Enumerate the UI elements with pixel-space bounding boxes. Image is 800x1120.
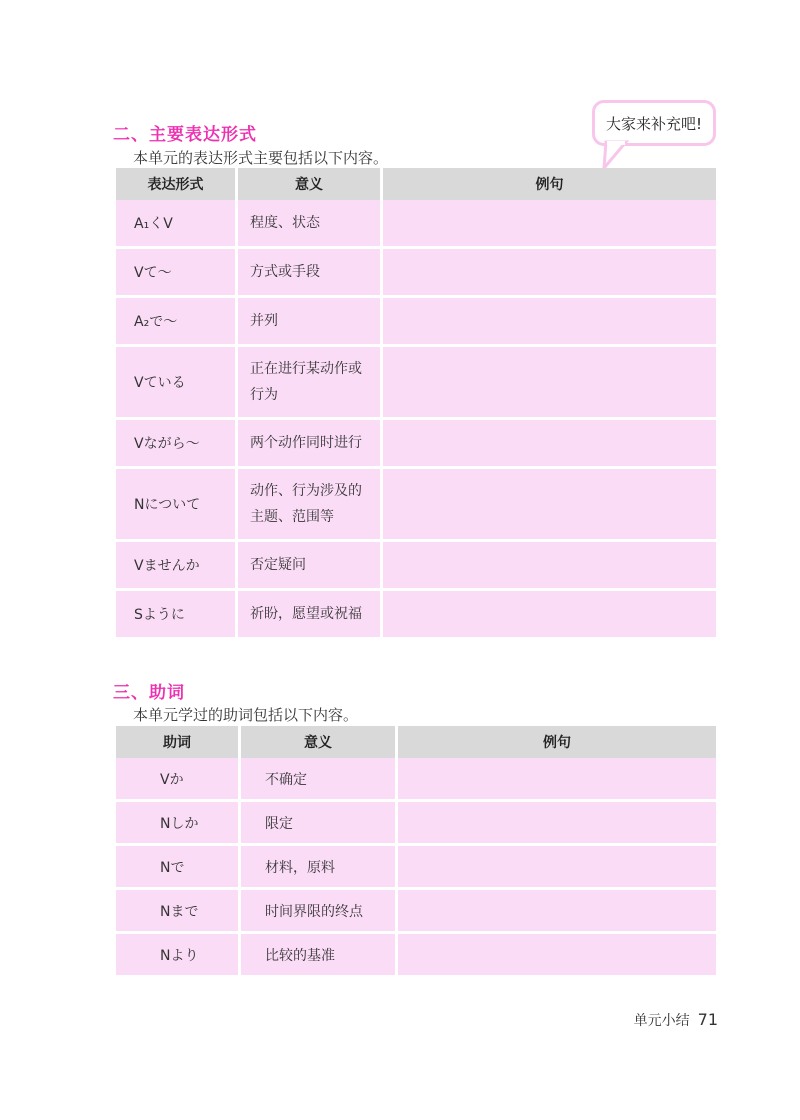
meaning-cell: 限定: [241, 802, 398, 846]
example-cell[interactable]: [398, 802, 716, 846]
meaning-cell: 祈盼，愿望或祝福: [238, 591, 383, 640]
expression-cell: Vませんか: [116, 542, 238, 591]
table-row: [116, 846, 716, 890]
meaning-cell: 正在进行某动作或行为: [238, 347, 383, 420]
example-cell[interactable]: [398, 758, 716, 802]
column-header-particle: 助词: [116, 726, 241, 758]
meaning-cell: 否定疑问: [238, 542, 383, 591]
speech-bubble-text: 大家来补充吧!: [605, 114, 702, 133]
example-cell[interactable]: [398, 890, 716, 934]
footer-label: 单元小结: [633, 1013, 690, 1029]
example-cell[interactable]: [383, 200, 716, 249]
table-row: [116, 802, 716, 846]
table-row: [116, 758, 716, 802]
particle-cell: Vか: [116, 758, 241, 802]
example-cell[interactable]: [383, 469, 716, 542]
table-row: [116, 469, 716, 542]
meaning-cell: 方式或手段: [238, 249, 383, 298]
expressions-table: [116, 168, 716, 640]
section-heading-expressions: 二、主要表达形式: [113, 125, 257, 145]
meaning-cell: 两个动作同时进行: [238, 420, 383, 469]
meaning-cell: 并列: [238, 298, 383, 347]
expression-cell: Nについて: [116, 469, 238, 542]
section-intro-particles: 本单元学过的助词包括以下内容。: [133, 706, 359, 724]
meaning-cell: 时间界限的终点: [241, 890, 398, 934]
page-footer: [634, 1010, 718, 1030]
expression-cell: Vながら～: [116, 420, 238, 469]
example-cell[interactable]: [383, 420, 716, 469]
expression-cell: Vている: [116, 347, 238, 420]
example-cell[interactable]: [383, 542, 716, 591]
table-row: [116, 249, 716, 298]
column-header-example: 例句: [383, 168, 716, 200]
example-cell[interactable]: [383, 591, 716, 640]
meaning-cell: 程度、状态: [238, 200, 383, 249]
particle-cell: Nより: [116, 934, 241, 978]
particle-cell: Nまで: [116, 890, 241, 934]
column-header-expression: 表达形式: [116, 168, 238, 200]
table-row: [116, 298, 716, 347]
expression-cell: A₂で～: [116, 298, 238, 347]
meaning-cell: 动作、行为涉及的主题、范围等: [238, 469, 383, 542]
expression-cell: A₁くV: [116, 200, 238, 249]
example-cell[interactable]: [398, 934, 716, 978]
meaning-cell: 不确定: [241, 758, 398, 802]
meaning-cell: 材料，原料: [241, 846, 398, 890]
meaning-cell: 比较的基准: [241, 934, 398, 978]
section-heading-particles: 三、助词: [113, 683, 185, 703]
expression-cell: Sように: [116, 591, 238, 640]
page-number: 71: [697, 1010, 718, 1029]
expression-cell: Vて～: [116, 249, 238, 298]
table-row: [116, 420, 716, 469]
table-row: [116, 591, 716, 640]
table-row: [116, 347, 716, 420]
speech-bubble-tail: [596, 140, 636, 170]
example-cell[interactable]: [398, 846, 716, 890]
example-cell[interactable]: [383, 298, 716, 347]
table-row: [116, 542, 716, 591]
table-header-row: [116, 726, 716, 758]
particles-table: [116, 726, 716, 978]
example-cell[interactable]: [383, 347, 716, 420]
column-header-example: 例句: [398, 726, 716, 758]
column-header-meaning: 意义: [241, 726, 398, 758]
table-header-row: [116, 168, 716, 200]
particle-cell: Nしか: [116, 802, 241, 846]
particle-cell: Nで: [116, 846, 241, 890]
example-cell[interactable]: [383, 249, 716, 298]
table-row: [116, 890, 716, 934]
table-row: [116, 200, 716, 249]
table-row: [116, 934, 716, 978]
column-header-meaning: 意义: [238, 168, 383, 200]
section-intro-expressions: 本单元的表达形式主要包括以下内容。: [133, 149, 389, 167]
